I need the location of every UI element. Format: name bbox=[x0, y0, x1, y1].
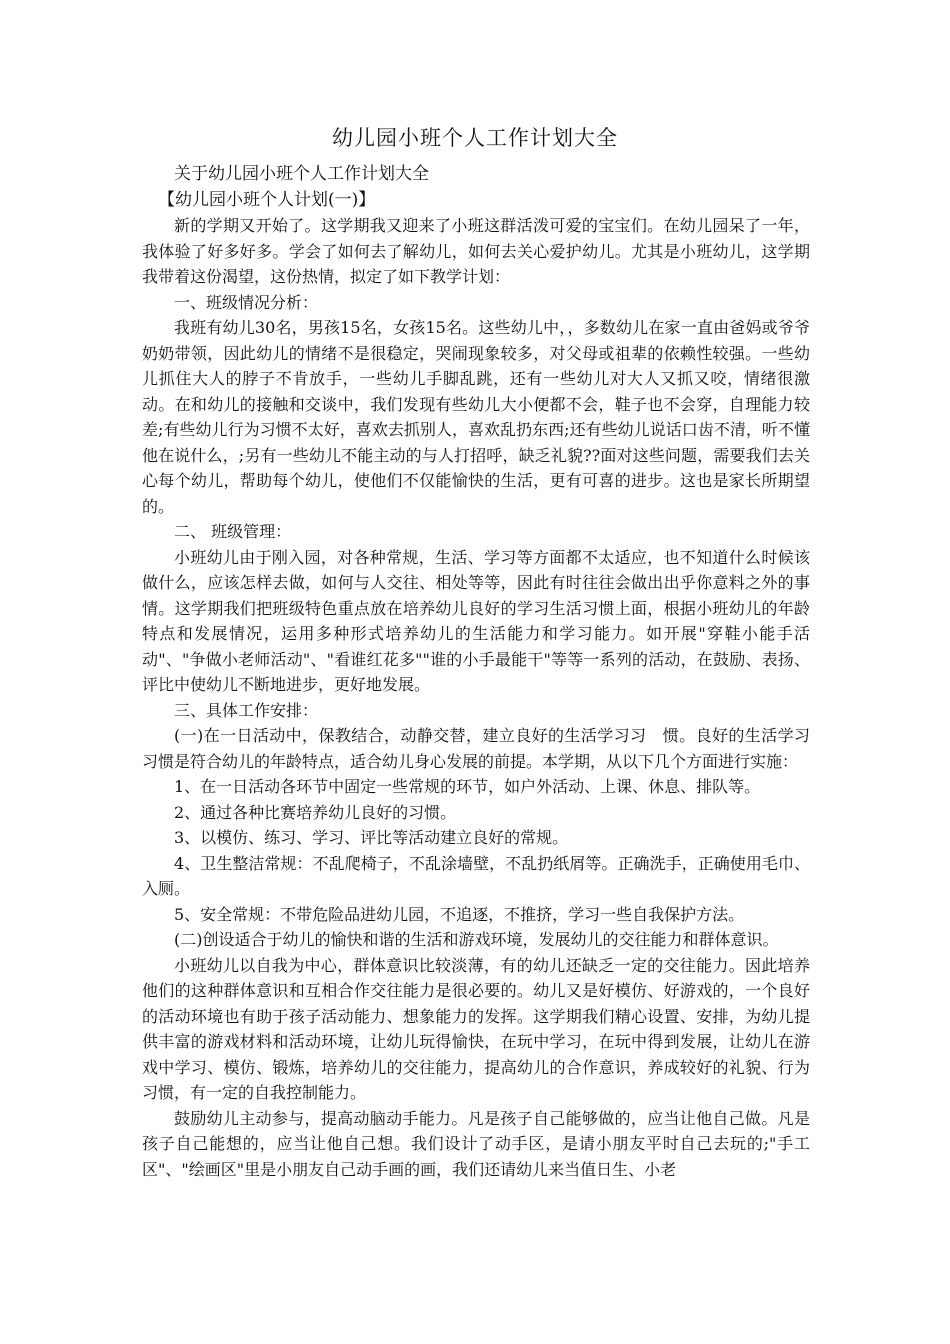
heading-class-management: 二、 班级管理： bbox=[174, 522, 292, 541]
section-label: 【幼儿园小班个人计划(一)】 bbox=[158, 189, 376, 210]
list-item: 1、在一日活动各环节中固定一些常规的环节，如户外活动、上课、休息、排队等。 bbox=[174, 777, 761, 796]
heading-work-arrangement: 三、具体工作安排： bbox=[174, 700, 319, 720]
document-subtitle: 关于幼儿园小班个人工作计划大全 bbox=[174, 164, 429, 184]
paragraph-class-analysis: 我班有幼儿30名，男孩15名，女孩15名。这些幼儿中，，多数幼儿在家一直由爸妈或爷爷奶奶带领，因此幼儿的情绪不是很稳定，哭闹现象较多，对父母或祖辈的依赖性较强。一些幼儿抓住大人的脖子不肯放手，一些幼儿手脚乱跳，还有一些幼儿对大人又抓又咬，情绪很激动。在和幼儿的接触和交谈中，我们发现有些幼儿大小便都不会，鞋子也不会穿，自理能力较差;有些幼儿行为习惯不太好，喜欢去抓别人，喜欢乱扔东西;还有些幼儿说话口齿不清，听不懂他在说什么，;另有一些幼儿不能主动的与人打招呼，缺乏礼貌??面对这些问题，需要我们去关心每个幼儿，帮助每个幼儿，使他们不仅能愉快的生活，更有可喜的进步。这也是家长所期望的。 bbox=[142, 318, 810, 516]
paragraph-daily-activity: (一)在一日活动中，保教结合，动静交替，建立良好的生活学习习 惯。良好的生活学习习惯是符合幼儿的年龄特点，适合幼儿身心发展的前提。本学期，从以下几个方面进行实施： bbox=[142, 726, 810, 771]
heading-class-analysis: 一、班级情况分析： bbox=[174, 292, 319, 312]
list-item: 2、通过各种比赛培养幼儿良好的习惯。 bbox=[174, 802, 457, 822]
document-title: 幼儿园小班个人工作计划大全 bbox=[332, 126, 618, 150]
document-body bbox=[142, 162, 810, 1182]
list-item: 4、卫生整洁常规：不乱爬椅子，不乱涂墙壁，不乱扔纸屑等。正确洗手，正确使用毛巾、入厕。 bbox=[142, 853, 810, 898]
paragraph-group-awareness: 小班幼儿以自我为中心，群体意识比较淡薄，有的幼儿还缺乏一定的交往能力。因此培养他们的这种群体意识和互相合作交往能力是很必要的。幼儿又是好模仿、好游戏的，一个良好的活动环境也有助于孩子活动能力、想象能力的发挥。这学期我们精心设置、安排，为幼儿提供丰富的游戏材料和活动环境，让幼儿玩得愉快，在玩中学习，在玩中得到发展，让幼儿在游戏中学习、模仿、锻炼，培养幼儿的交往能力，提高幼儿的合作意识，养成较好的礼貌、行为习惯，有一定的自我控制能力。 bbox=[142, 955, 810, 1102]
list-item: 5、安全常规：不带危险品进幼儿园，不追逐，不推挤，学习一些自我保护方法。 bbox=[174, 904, 745, 924]
paragraph-class-management: 小班幼儿由于刚入园，对各种常规，生活、学习等方面都不太适应，也不知道什么时候该做什么，应该怎样去做，如何与人交往、相处等等，因此有时往往会做出出乎你意料之外的事情。这学期我们把班级特色重点放在培养幼儿良好的学习生活习惯上面，根据小班幼儿的年龄特点和发展情况，运用多种形式培养幼儿的生活能力和学习能力。如开展"穿鞋小能手活动"、"争做小老师活动"、"看谁红花多""谁的小手最能干"等等一系列的活动，在鼓励、表扬、评比中使幼儿不断地进步，更好地发展。 bbox=[142, 547, 810, 694]
paragraph-environment: (二)创设适合于幼儿的愉快和谐的生活和游戏环境，发展幼儿的交往能力和群体意识。 bbox=[174, 930, 779, 949]
list-item: 3、以模仿、练习、学习、评比等活动建立良好的常规。 bbox=[174, 828, 569, 847]
intro-paragraph: 新的学期又开始了。这学期我又迎来了小班这群活泼可爱的宝宝们。在幼儿园呆了一年，我体验了好多好多。学会了如何去了解幼儿，如何去关心爱护幼儿。尤其是小班幼儿，这学期我带着这份渴望，这份热情，拟定了如下教学计划： bbox=[142, 216, 810, 286]
paragraph-hands-on: 鼓励幼儿主动参与，提高动脑动手能力。凡是孩子自己能够做的，应当让他自己做。凡是孩子自己能想的，应当让他自己想。我们设计了动手区，是请小朋友平时自己去玩的;"手工区"、"绘画区"里是小朋友自己动手画的画，我们还请幼儿来当值日生、小老 bbox=[142, 1108, 810, 1179]
